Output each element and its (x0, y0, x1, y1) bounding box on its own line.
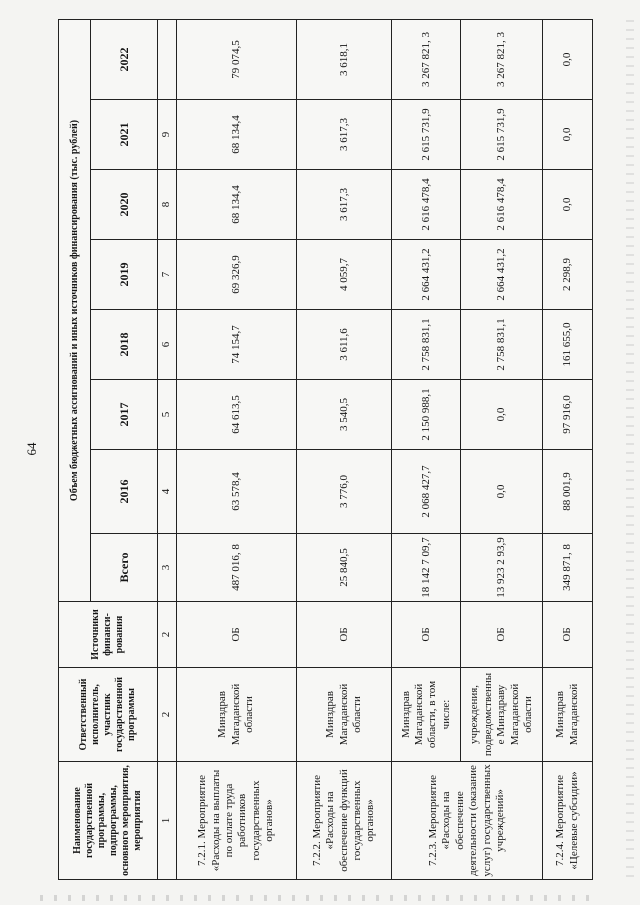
row-value: 3 267 821, 3 (461, 19, 543, 99)
header-year: 2018 (91, 310, 158, 380)
row-source: ОБ (297, 602, 392, 668)
row-value: 2 664 431,2 (392, 240, 461, 310)
column-number: 8 (158, 170, 176, 240)
row-value: 3 617,3 (297, 100, 392, 170)
row-value: 63 578,4 (176, 450, 297, 534)
row-total: 13 923 2 93,9 (461, 534, 543, 602)
header-funding-group: Объем бюджетных ассигнований и иных источников финансирования (тыс. рублей) (59, 19, 91, 601)
header-year: 2021 (91, 100, 158, 170)
row-value: 2 298,9 (543, 240, 593, 310)
row-source: ОБ (461, 602, 543, 668)
row-value: 3 618,1 (297, 19, 392, 99)
row-value: 79 074,5 (176, 19, 297, 99)
scan-bottom-artifact (40, 895, 600, 901)
column-number: 5 (158, 380, 176, 450)
row-value: 97 916,0 (543, 380, 593, 450)
row-source: ОБ (392, 602, 461, 668)
column-number: 3 (158, 534, 176, 602)
row-value: 2 758 831,1 (392, 310, 461, 380)
header-sources: Источники финанси-рования (59, 602, 158, 668)
row-value: 2 615 731,9 (461, 100, 543, 170)
header-year: 2019 (91, 240, 158, 310)
row-value: 2 150 988,1 (392, 380, 461, 450)
row-value: 3 540,5 (297, 380, 392, 450)
row-name: 7.2.3. Мероприятие «Расходы на обеспечение деятельности (оказание услуг) государственных учреждений» (392, 762, 543, 880)
budget-table (58, 19, 593, 880)
row-value: 88 001,9 (543, 450, 593, 534)
row-value: 0,0 (543, 170, 593, 240)
row-executor: учреждения, подведомственны е Минздраву Магаданской области (461, 668, 543, 762)
row-value: 3 776,0 (297, 450, 392, 534)
table-row (461, 19, 543, 879)
row-value: 64 613,5 (176, 380, 297, 450)
column-number-row (158, 19, 176, 879)
row-value: 0,0 (461, 450, 543, 534)
row-value: 161 655,0 (543, 310, 593, 380)
row-value: 69 326,9 (176, 240, 297, 310)
row-value: 74 154,7 (176, 310, 297, 380)
row-total: 18 142 7 09,7 (392, 534, 461, 602)
column-number: 2 (158, 668, 176, 762)
header-row-top (59, 19, 91, 879)
budget-table-sheet (58, 20, 593, 880)
header-year: 2017 (91, 380, 158, 450)
row-source: ОБ (176, 602, 297, 668)
header-executor: Ответственный исполнитель, участник государственной программы (59, 668, 158, 762)
column-number: 7 (158, 240, 176, 310)
table-row (176, 19, 297, 879)
row-total: 349 871, 8 (543, 534, 593, 602)
column-number: 1 (158, 762, 176, 880)
table-row (297, 19, 392, 879)
row-total: 25 840,5 (297, 534, 392, 602)
row-value: 4 059,7 (297, 240, 392, 310)
row-executor: Минздрав Магаданской области (176, 668, 297, 762)
row-executor: Минздрав Магаданской области (297, 668, 392, 762)
scan-edge-artifact (626, 20, 634, 880)
row-value: 2 615 731,9 (392, 100, 461, 170)
header-year: 2022 (91, 19, 158, 99)
row-name: 7.2.1. Мероприятие «Расходы на выплаты по оплате труда работников государственных органов» (176, 762, 297, 880)
column-number: 2 (158, 602, 176, 668)
row-value: 0,0 (543, 100, 593, 170)
row-source: ОБ (543, 602, 593, 668)
row-name: 7.2.4. Мероприятие «Целевые субсидии» (543, 762, 593, 880)
row-name: 7.2.2. Мероприятие «Расходы на обеспечение функций государственных органов» (297, 762, 392, 880)
header-year: 2016 (91, 450, 158, 534)
column-number (158, 19, 176, 99)
row-value: 0,0 (461, 380, 543, 450)
row-value: 2 616 478,4 (392, 170, 461, 240)
row-value: 3 267 821, 3 (392, 19, 461, 99)
page-number: 64 (24, 442, 39, 456)
row-value: 0,0 (543, 19, 593, 99)
row-executor: Минздрав Магаданской области, в том числе: (392, 668, 461, 762)
header-total: Всего (91, 534, 158, 602)
row-executor: Минздрав Магаданской (543, 668, 593, 762)
row-value: 3 611,6 (297, 310, 392, 380)
row-value: 2 616 478,4 (461, 170, 543, 240)
table-row (543, 19, 593, 879)
column-number: 4 (158, 450, 176, 534)
header-year: 2020 (91, 170, 158, 240)
header-name: Наименование государственной программы, подпрограммы, основного мероприятия, мероприятия (59, 762, 158, 880)
column-number: 6 (158, 310, 176, 380)
column-number: 9 (158, 100, 176, 170)
row-value: 68 134,4 (176, 170, 297, 240)
row-value: 3 617,3 (297, 170, 392, 240)
row-value: 2 758 831,1 (461, 310, 543, 380)
table-row (392, 19, 461, 879)
row-value: 2 068 427,7 (392, 450, 461, 534)
row-value: 68 134,4 (176, 100, 297, 170)
row-value: 2 664 431,2 (461, 240, 543, 310)
row-total: 487 016, 8 (176, 534, 297, 602)
